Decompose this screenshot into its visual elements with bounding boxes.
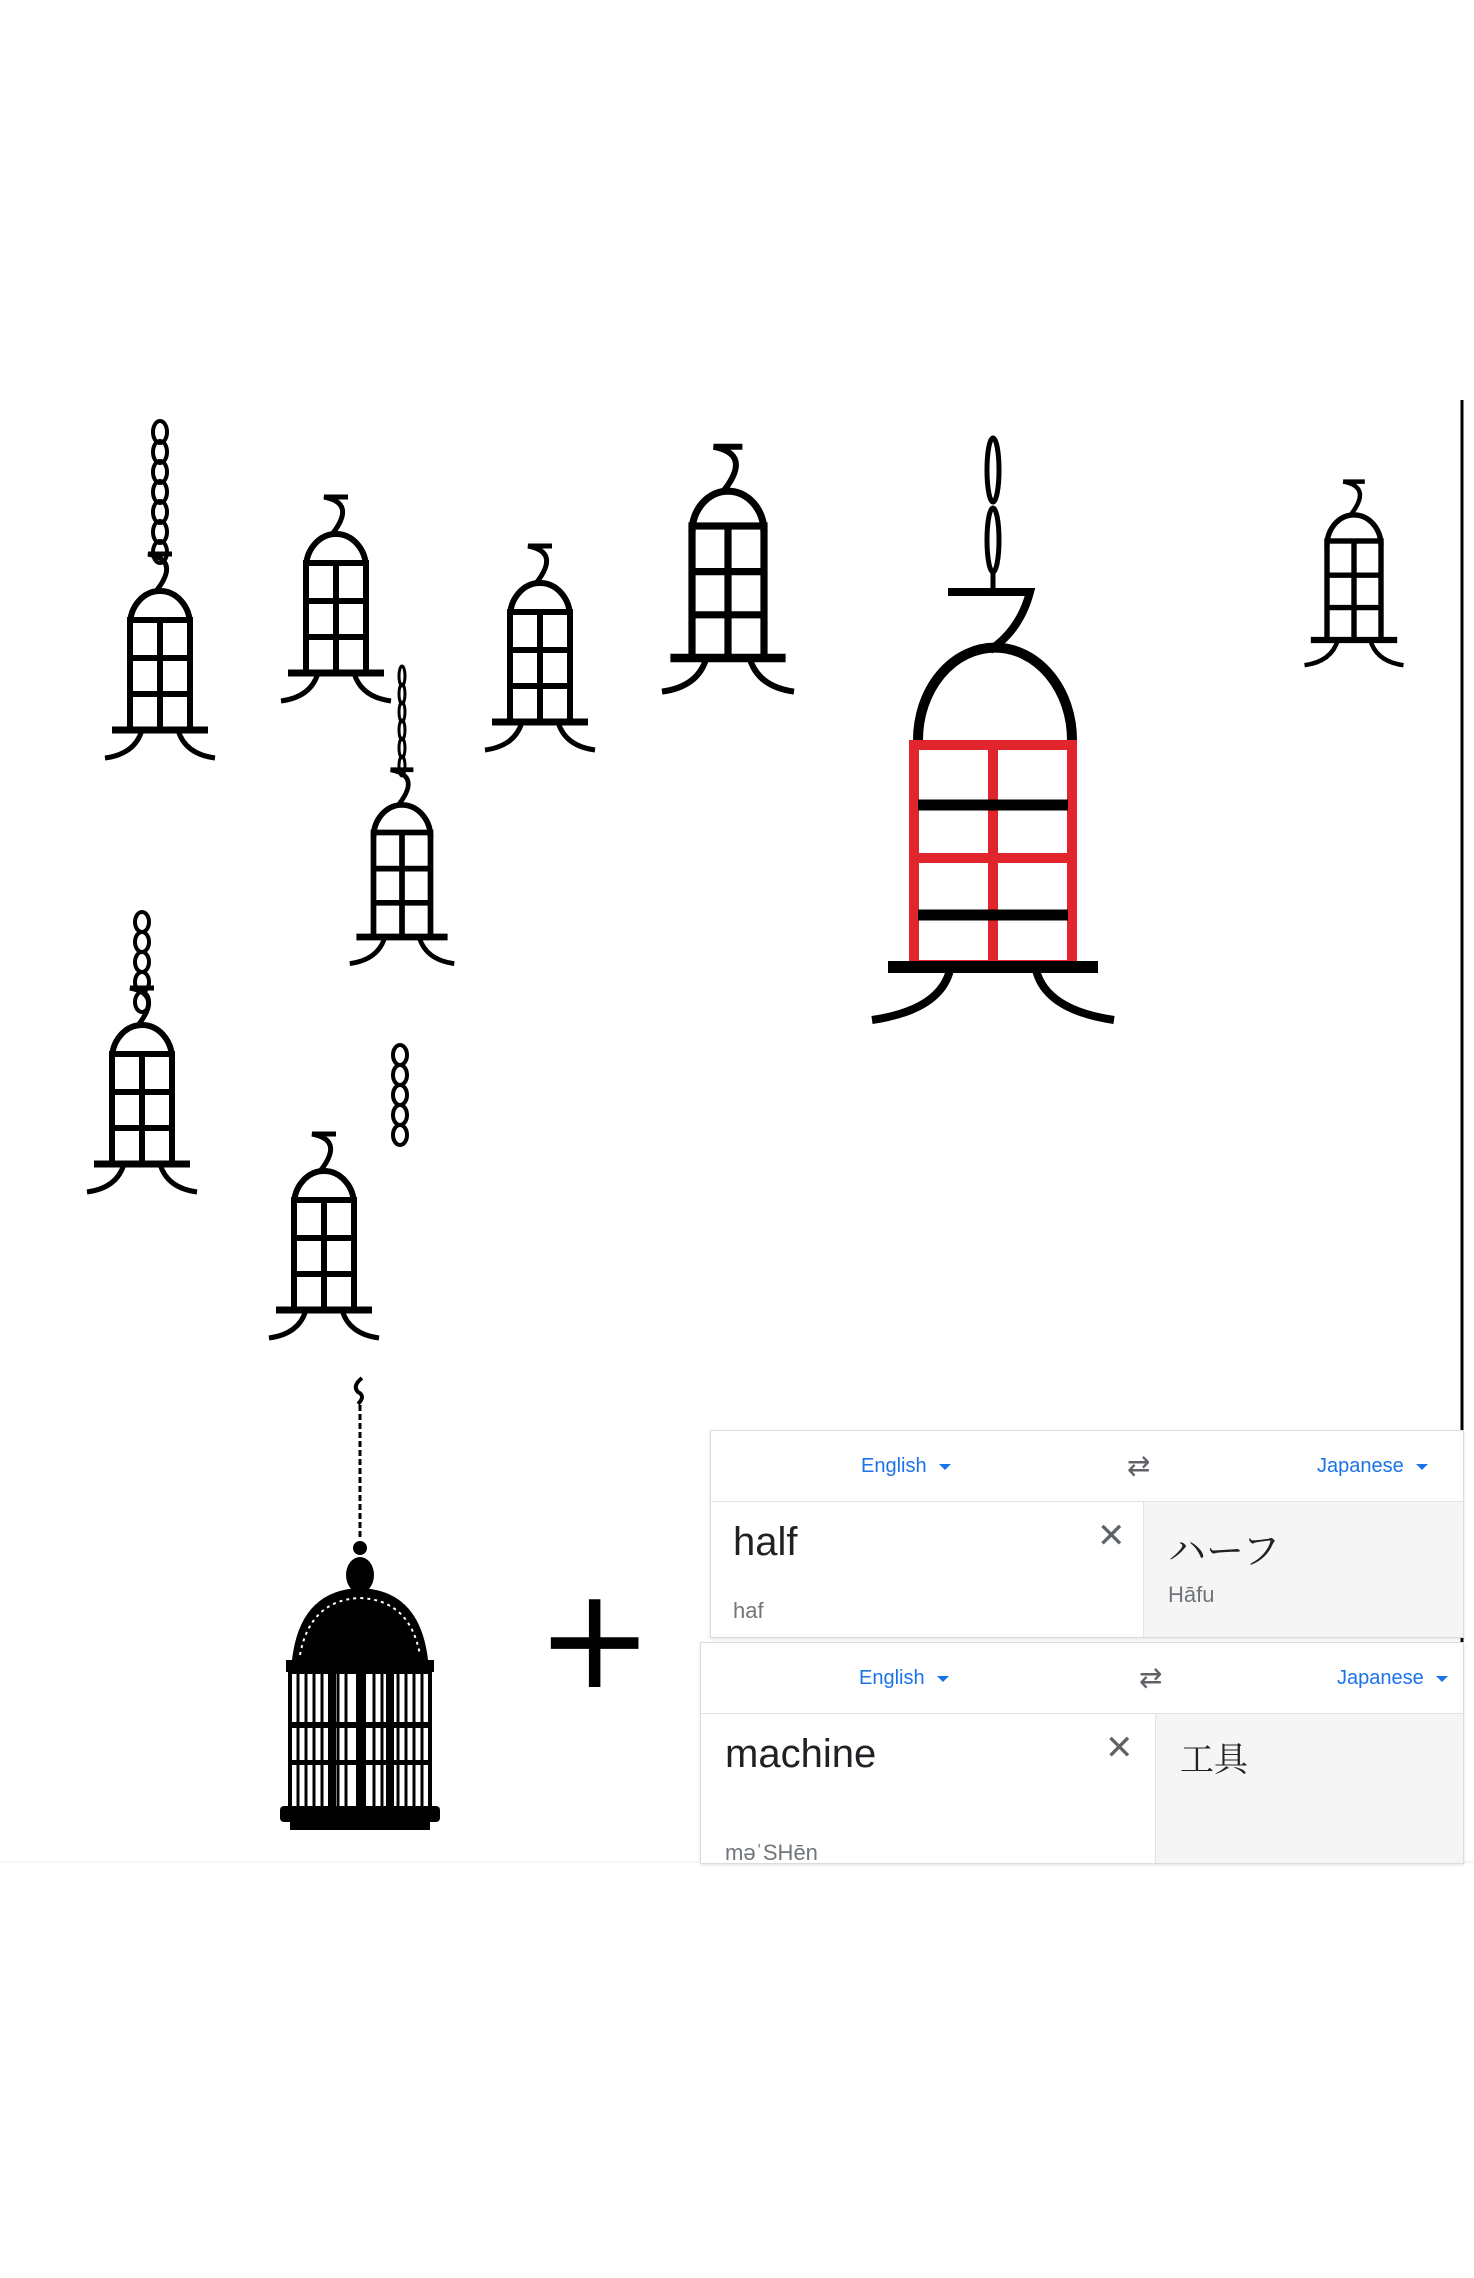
swap-languages-icon[interactable]: ⇄ (1127, 1450, 1151, 1481)
cage-pictogram-8 (269, 1134, 379, 1338)
cage-pictogram-3 (485, 546, 595, 750)
translation-phonetic: Hāfu (1168, 1582, 1215, 1607)
source-text[interactable]: machine (725, 1732, 877, 1776)
cage-pictogram-7 (87, 988, 197, 1192)
clear-icon[interactable]: ✕ (1105, 1729, 1134, 1767)
source-language-label: English (859, 1667, 925, 1689)
translation-text: 工具 (1180, 1740, 1248, 1780)
cage-pictogram-6 (1305, 482, 1404, 666)
cage-pictogram-2 (281, 497, 391, 701)
source-pane[interactable] (711, 1502, 1143, 1637)
target-language-label: Japanese (1317, 1455, 1404, 1477)
chain-7 (135, 912, 149, 1012)
target-language-select[interactable] (1337, 1667, 1448, 1690)
translate-card-half (710, 1430, 1464, 1638)
target-language-label: Japanese (1337, 1667, 1424, 1689)
translation-text: ハーフ (1168, 1529, 1281, 1573)
source-pane[interactable] (701, 1714, 1155, 1863)
source-text[interactable]: half (733, 1520, 798, 1564)
language-bar (711, 1431, 1463, 1502)
clear-icon[interactable]: ✕ (1097, 1517, 1126, 1555)
cage-pictogram-1 (105, 554, 215, 758)
chain-5 (399, 666, 405, 776)
cage-pictogram-4 (662, 447, 794, 692)
cage-pictogram-5 (350, 770, 455, 964)
plus-sign: + (536, 1558, 654, 1721)
chevron-down-icon (1416, 1464, 1428, 1470)
chain-loose (393, 1045, 407, 1145)
source-phonetic: məˈSHēn (725, 1840, 818, 1864)
swap-languages-icon[interactable]: ⇄ (1139, 1662, 1163, 1693)
chevron-down-icon (939, 1464, 951, 1470)
translation-pane (1155, 1714, 1463, 1863)
language-bar (701, 1643, 1463, 1714)
source-language-label: English (861, 1455, 927, 1477)
target-language-select[interactable] (1317, 1455, 1428, 1478)
birdcage-photo (280, 1378, 440, 1830)
chain-1 (153, 421, 167, 563)
translate-card-machine (700, 1642, 1464, 1864)
source-language-select[interactable] (861, 1455, 951, 1478)
cage-pictogram-large (872, 438, 1114, 1020)
chevron-down-icon (937, 1676, 949, 1682)
translation-pane (1143, 1502, 1463, 1637)
chevron-down-icon (1436, 1676, 1448, 1682)
source-language-select[interactable] (859, 1667, 949, 1690)
source-phonetic: haf (733, 1598, 764, 1623)
